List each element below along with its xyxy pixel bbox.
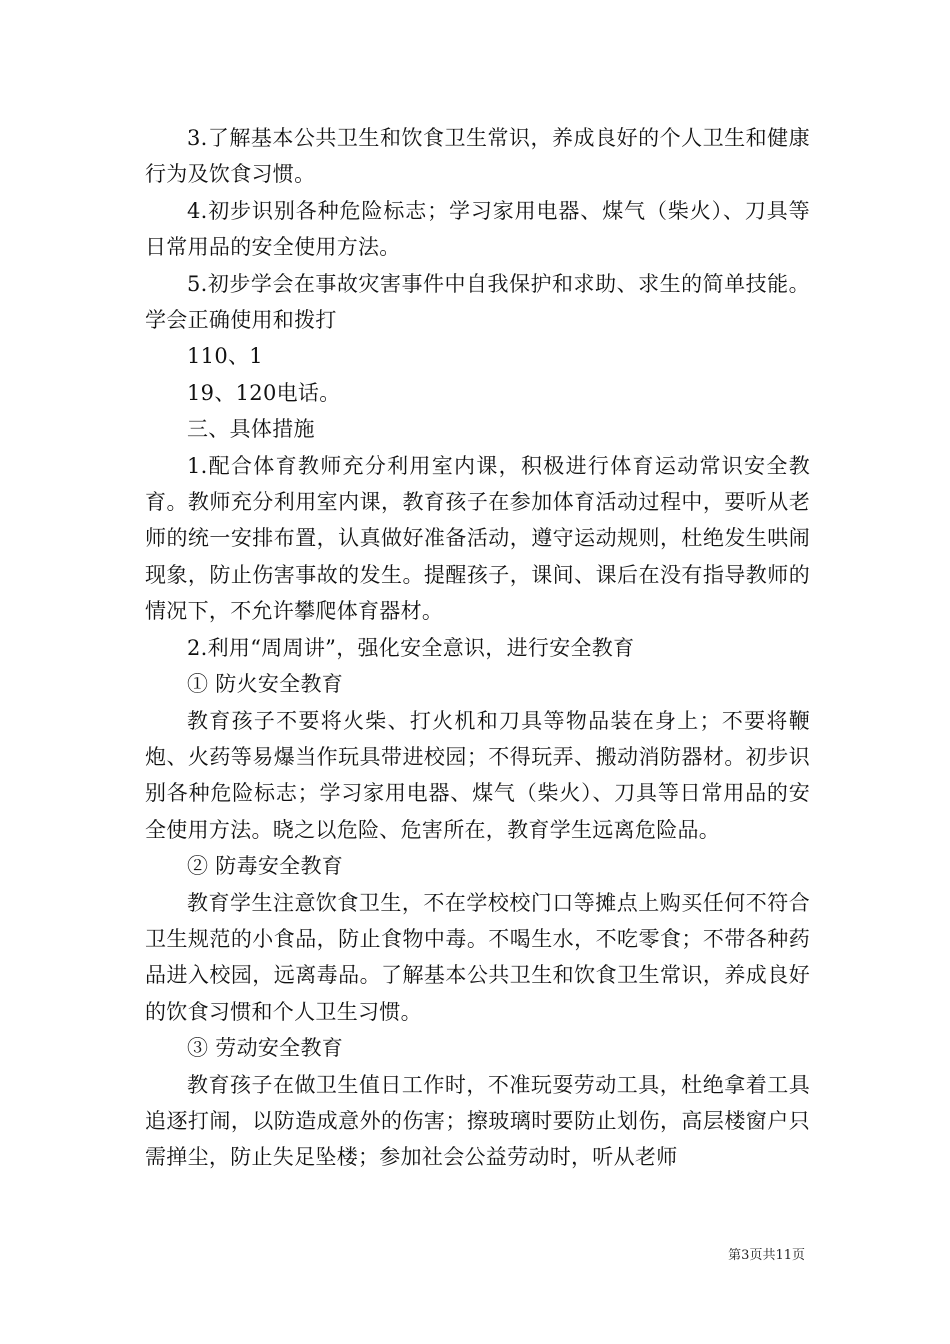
page-number: 第3页共11页 <box>728 1248 805 1263</box>
subsection-heading: ① 防火安全教育 <box>187 672 344 697</box>
paragraph: 教育孩子在做卫生值日工作时，不准玩耍劳动工具，杜绝拿着工具追逐打闹，以防造成意外的伤害；擦玻璃时要防止划伤，高层楼窗户只需掸尘，防止失足坠楼；参加社会公益劳动时，听从老师 <box>145 1072 810 1170</box>
paragraph: 3.了解基本公共卫生和饮食卫生常识，养成良好的个人卫生和健康行为及饮食习惯。 <box>145 126 810 187</box>
paragraph: 5.初步学会在事故灾害事件中自我保护和求助、求生的简单技能。学会正确使用和拨打 <box>145 271 810 333</box>
paragraph: 19、120电话。 <box>187 380 341 405</box>
paragraph: 1.配合体育教师充分利用室内课，积极进行体育运动常识安全教育。教师充分利用室内课，教育孩子在参加体育活动过程中，要听从老师的统一安排布置，认真做好准备活动，遵守运动规则，杜绝发生哄闹现象，防止伤害事故的发生。提醒孩子，课间、课后在没有指导教师的情况下，不允许攀爬体育器材。 <box>145 453 810 624</box>
paragraph: 教育学生注意饮食卫生，不在学校校门口等摊点上购买任何不符合卫生规范的小食品，防止食物中毒。不喝生水，不吃零食；不带各种药品进入校园，远离毒品。了解基本公共卫生和饮食卫生常识，养成良好的饮食习惯和个人卫生习惯。 <box>145 890 810 1024</box>
paragraph: 110、1 <box>187 344 263 369</box>
subsection-heading: ② 防毒安全教育 <box>187 854 344 879</box>
paragraph: 4.初步识别各种危险标志；学习家用电器、煤气（柴火）、刀具等日常用品的安全使用方法。 <box>145 198 810 260</box>
section-heading: 三、具体措施 <box>187 417 315 442</box>
paragraph: 教育孩子不要将火柴、打火机和刀具等物品装在身上；不要将鞭炮、火药等易爆当作玩具带进校园；不得玩弄、搬动消防器材。初步识别各种危险标志；学习家用电器、煤气（柴火）、刀具等日常用品的安全使用方法。晓之以危险、危害所在，教育学生远离危险品。 <box>145 708 810 842</box>
subsection-heading: ③ 劳动安全教育 <box>187 1036 344 1061</box>
document-body <box>145 120 810 1176</box>
subsection-heading: 2.利用“周周讲”，强化安全意识，进行安全教育 <box>187 635 635 660</box>
